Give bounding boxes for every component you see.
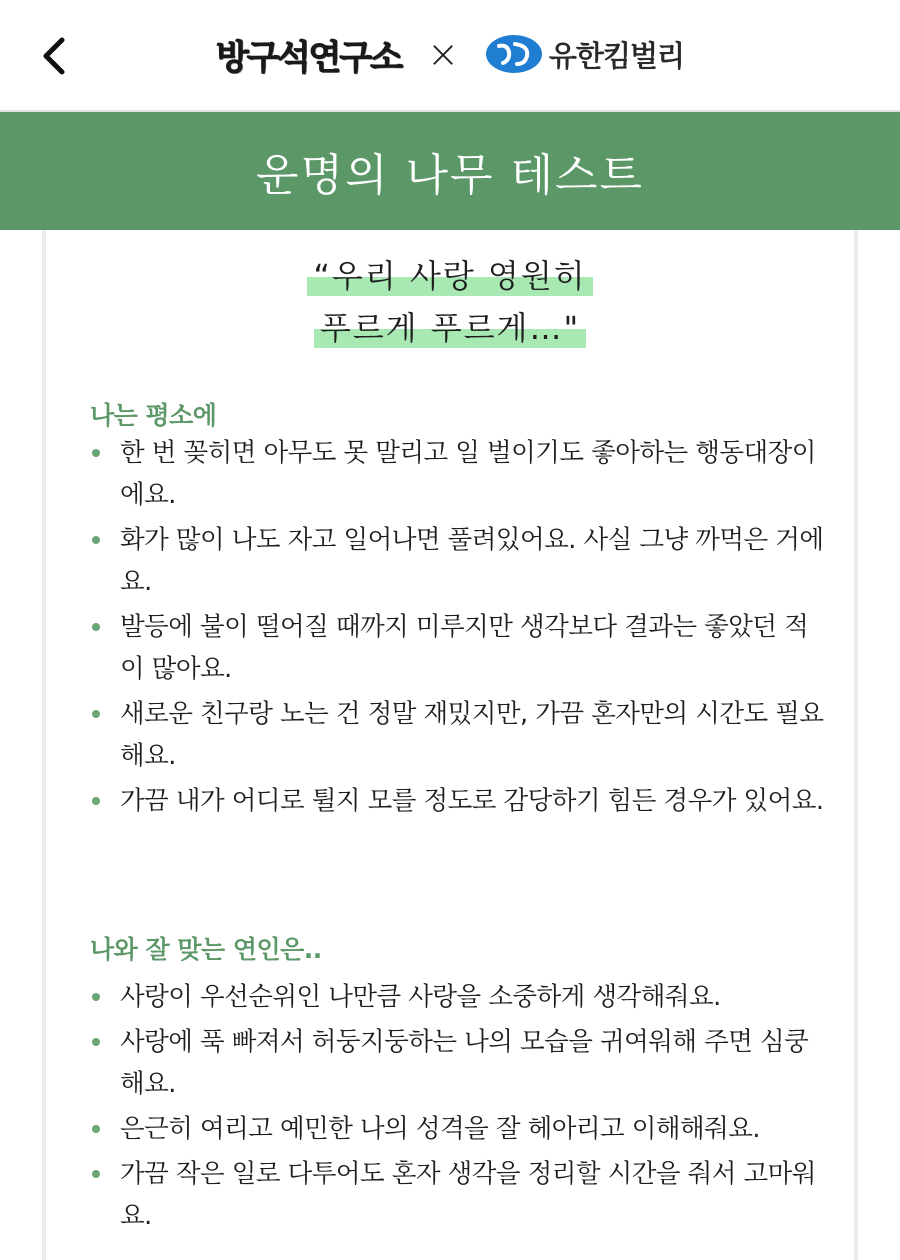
list-item xyxy=(84,606,824,690)
yuhan-kimberly-text: 유한킴벌리 xyxy=(548,38,684,73)
bullet-icon xyxy=(92,623,100,631)
quote-block xyxy=(46,250,854,354)
bullet-icon xyxy=(92,1125,100,1133)
result-card xyxy=(42,230,858,1260)
list-item-text: 화가 많이 나도 자고 일어나면 풀려있어요. 사실 그냥 까먹은 거에요. xyxy=(120,525,824,597)
list-item-text: 발등에 불이 떨어질 때까지 미루지만 생각보다 결과는 좋았던 적이 많아요. xyxy=(120,612,809,684)
list-item-text: 사랑에 푹 빠져서 허둥지둥하는 나의 모습을 귀여워해 주면 심쿵해요. xyxy=(120,1027,809,1099)
list-item-text: 가끔 내가 어디로 튈지 모를 정도로 감당하기 힘든 경우가 있어요. xyxy=(120,786,824,816)
list-item-text: 한 번 꽂히면 아무도 못 말리고 일 벌이기도 좋아하는 행동대장이에요. xyxy=(120,438,816,510)
partner-list xyxy=(84,976,824,1240)
usually-list xyxy=(84,432,824,825)
bullet-icon xyxy=(92,449,100,457)
brand-logos xyxy=(0,28,900,80)
bullet-icon xyxy=(92,1170,100,1178)
top-header xyxy=(0,0,900,112)
bullet-icon xyxy=(92,993,100,1001)
list-item xyxy=(84,1108,824,1150)
yuhan-kimberly-mark-icon xyxy=(485,34,543,74)
title-banner xyxy=(0,112,900,230)
list-item xyxy=(84,693,824,777)
yuhan-kimberly-logo xyxy=(485,34,684,75)
bangguseok-logo: 방구석연구소 xyxy=(216,37,402,78)
list-item-text: 사랑이 우선순위인 나만큼 사랑을 소중하게 생각해줘요. xyxy=(120,982,721,1012)
bullet-icon xyxy=(92,797,100,805)
list-item-text: 새로운 친구랑 노는 건 정말 재밌지만, 가끔 혼자만의 시간도 필요해요. xyxy=(120,699,824,771)
list-item xyxy=(84,1021,824,1105)
section-heading-partner: 나와 잘 맞는 연인은.. xyxy=(90,935,322,964)
page-title: 운명의 나무 테스트 xyxy=(255,150,644,201)
collab-separator: × xyxy=(427,32,459,76)
list-item xyxy=(84,519,824,603)
list-item-text: 은근히 여리고 예민한 나의 성격을 잘 헤아리고 이해해줘요. xyxy=(120,1114,761,1144)
section-heading-usually: 나는 평소에 xyxy=(90,401,217,430)
bullet-icon xyxy=(92,710,100,718)
list-item xyxy=(84,1153,824,1237)
quote-line-1: “우리 사랑 영원히 xyxy=(307,250,592,302)
bullet-icon xyxy=(92,536,100,544)
bullet-icon xyxy=(92,1038,100,1046)
list-item-text: 가끔 작은 일로 다투어도 혼자 생각을 정리할 시간을 줘서 고마워요. xyxy=(120,1159,816,1231)
list-item xyxy=(84,976,824,1018)
quote-line-2: 푸르게 푸르게…" xyxy=(314,302,586,354)
list-item xyxy=(84,432,824,516)
list-item xyxy=(84,780,824,822)
